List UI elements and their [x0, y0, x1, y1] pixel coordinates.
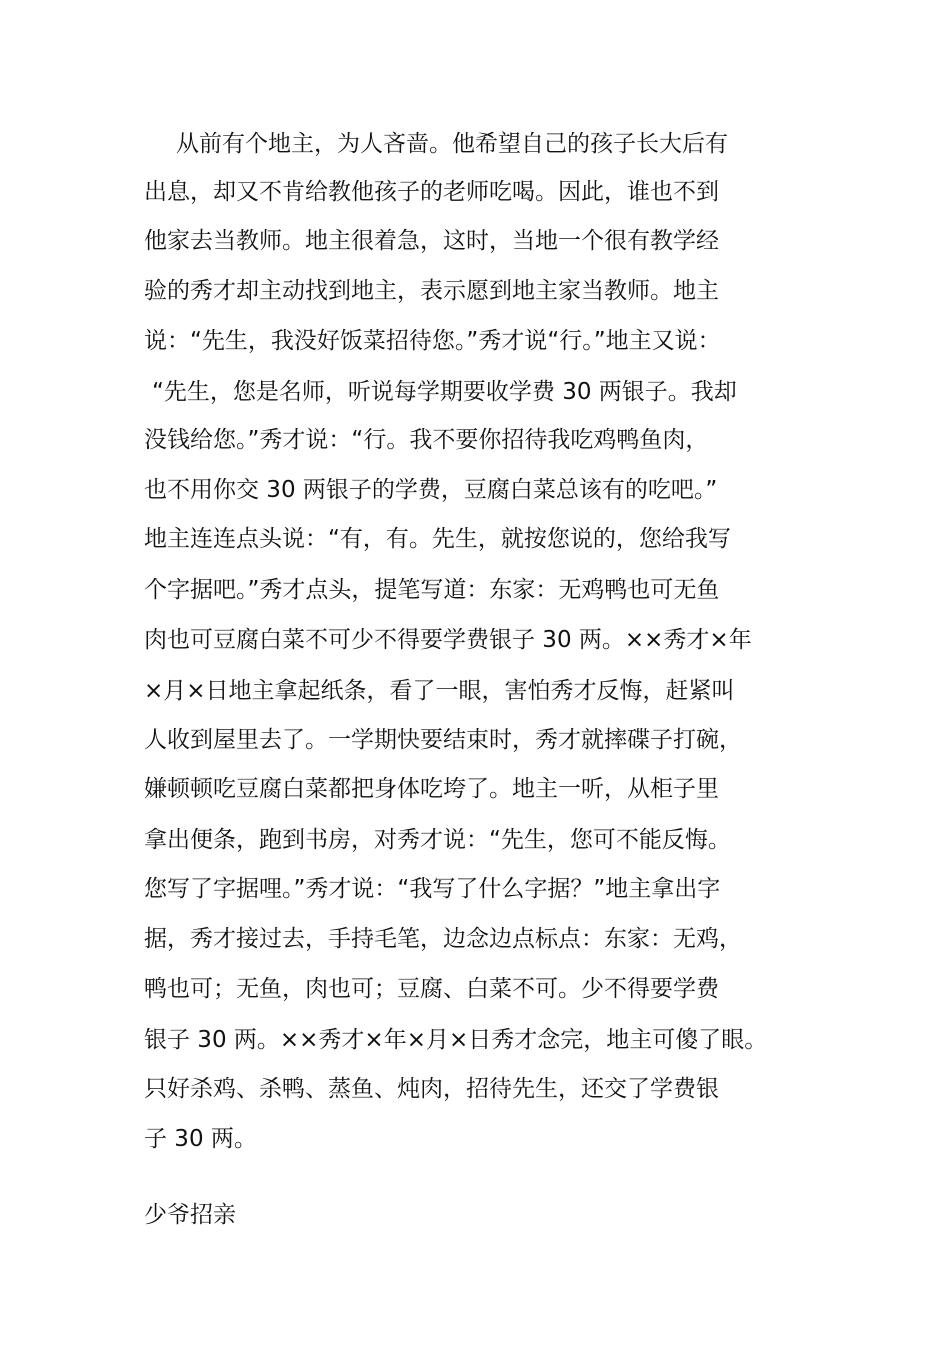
- paragraph-line: 个字据吧。”秀才点头，提笔写道：东家：无鸡鸭也可无鱼: [144, 577, 720, 603]
- paragraph-line: 验的秀才却主动找到地主，表示愿到地主家当教师。地主: [144, 278, 719, 304]
- paragraph-line: 拿出便条，跑到书房，对秀才说：“先生，您可不能反悔。: [144, 827, 731, 853]
- paragraph-line: 他家去当教师。地主很着急，这时，当地一个很有教学经: [144, 228, 719, 254]
- paragraph-line: 从前有个地主，为人吝啬。他希望自己的孩子长大后有: [176, 131, 728, 157]
- paragraph-line: 人收到屋里去了。一学期快要结束时，秀才就摔碟子打碗，: [144, 727, 742, 753]
- paragraph-line: 出息，却又不肯给教他孩子的老师吃喝。因此，谁也不到: [144, 179, 719, 205]
- paragraph-line: 也不用你交 30 两银子的学费，豆腐白菜总该有的吃吧。”: [144, 477, 718, 503]
- paragraph-line: 地主连连点头说：“有，有。先生，就按您说的，您给我写: [144, 526, 731, 552]
- paragraph-line: 说：“先生，我没好饭菜招待您。”秀才说“行。”地主又说：: [144, 328, 721, 354]
- paragraph-line: 银子 30 两。××秀才×年×月×日秀才念完，地主可傻了眼。: [144, 1027, 768, 1053]
- paragraph-line: “先生，您是名师，听说每学期要收学费 30 两银子。我却: [152, 379, 737, 405]
- paragraph-line: 嫌顿顿吃豆腐白菜都把身体吃垮了。地主一听，从柜子里: [144, 776, 719, 802]
- paragraph-line: 只好杀鸡、杀鸭、蒸鱼、炖肉，招待先生，还交了学费银: [144, 1076, 719, 1102]
- paragraph-line: 鸭也可；无鱼，肉也可；豆腐、白菜不可。少不得要学费: [144, 976, 719, 1002]
- paragraph-line: 据，秀才接过去，手持毛笔，边念边点标点：东家：无鸡，: [144, 926, 742, 952]
- paragraph-line: 子 30 两。: [144, 1126, 257, 1152]
- paragraph-line: ×月×日地主拿起纸条，看了一眼，害怕秀才反悔，赶紧叫: [144, 678, 735, 704]
- section-heading: 少爷招亲: [144, 1202, 236, 1228]
- paragraph-line: 肉也可豆腐白菜不可少不得要学费银子 30 两。××秀才×年: [144, 627, 752, 653]
- paragraph-line: 没钱给您。”秀才说：“行。我不要你招待我吃鸡鸭鱼肉，: [144, 427, 709, 453]
- paragraph-line: 您写了字据哩。”秀才说：“我写了什么字据？”地主拿出字: [144, 876, 721, 902]
